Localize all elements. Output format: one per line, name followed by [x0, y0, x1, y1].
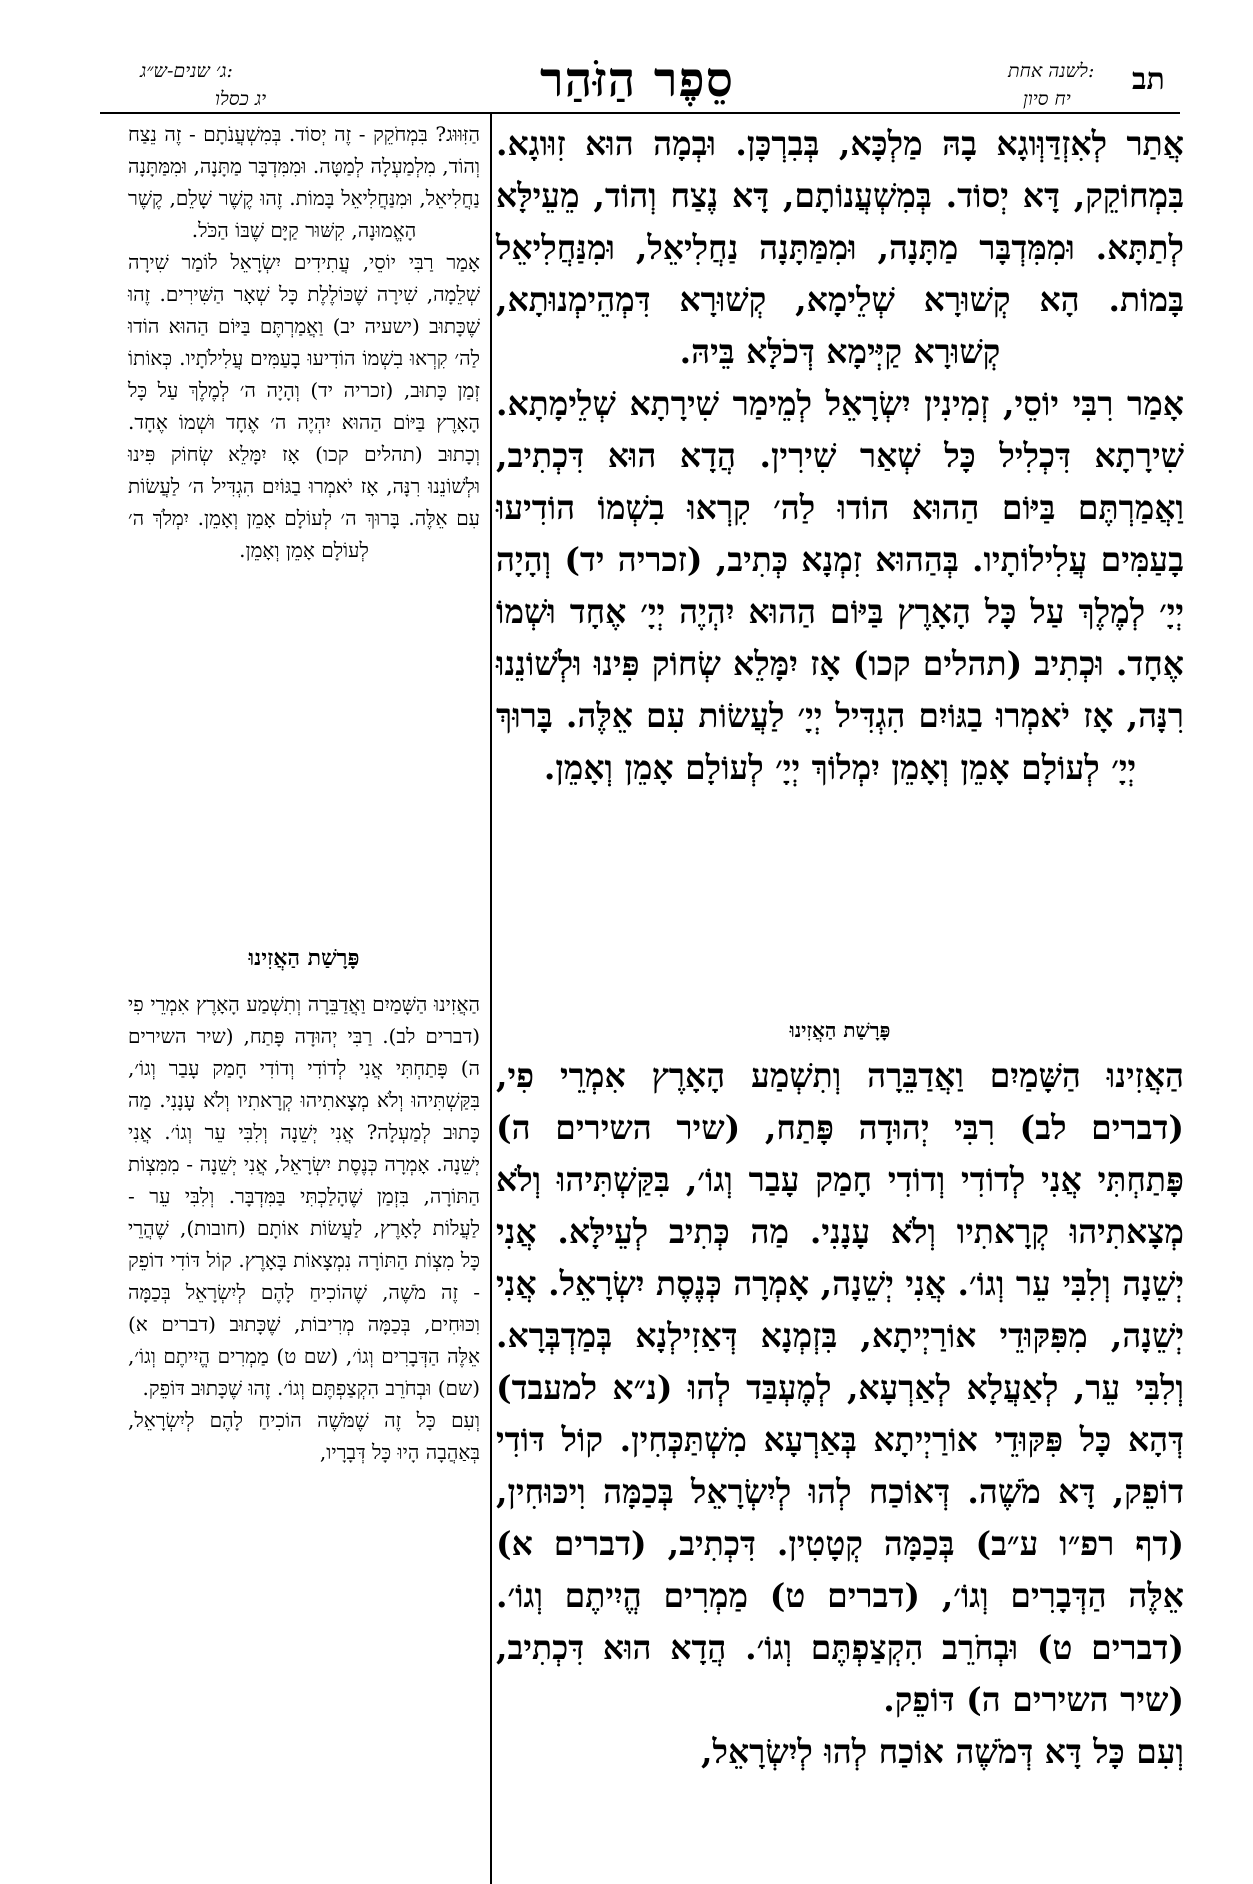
aramaic-column-bottom — [496, 1050, 1184, 1778]
study-date-three-years: יג כסלו — [215, 88, 267, 110]
page-number: תב — [1132, 62, 1165, 97]
aramaic-column-top — [496, 118, 1184, 794]
hebrew-column-bottom — [128, 988, 480, 1468]
aramaic-paragraph: וְעִם כָּל דָּא דְּמֹשֶׁה אוֹכַח לְהוּ לְיִשְׂרָאֵל, — [701, 1732, 1184, 1771]
study-schedule-one-year: לשנה אחת: — [1008, 60, 1095, 82]
study-date-one-year: יח סיון — [1023, 88, 1071, 110]
hebrew-paragraph: וְעִם כָּל זֶה שֶׁמֹּשֶׁה הוֹכִיחַ לָהֶם לְיִשְׂרָאֵל, בְּאַהֲבָה הָיוּ כָּל דְּבָרָיו, — [128, 1408, 480, 1464]
hebrew-paragraph: הַזִּוּוּג? בִּמְחֹקֵק - זֶה יְסוֹד. בְּמִשְׁעֲנֹתָם - זֶה נֵצַח וְהוֹד, מִלְמַעְלָה לְמַטָּה. וּמִמִּדְבָּר מַתָּנָה, וּמִמַּתָּנָה נַחֲלִיאֵל, וּמִנַּחֲלִיאֵל בָּמוֹת. זֶהוּ קֶשֶׁר שָׁלֵם, קֶשֶׁר הָאֱמוּנָה, קִשּׁוּר קַיָּם שֶׁבּוֹ הַכֹּל. — [128, 122, 480, 242]
column-divider — [490, 114, 492, 1884]
header-rule — [100, 112, 1180, 114]
parasha-title-aramaic: פָּרָשַׁת הַאֲזִינוּ — [789, 1018, 891, 1042]
study-schedule-three-years: ג׳ שנים-ש״ג: — [140, 60, 233, 82]
aramaic-paragraph: הַאֲזִינוּ הַשָּׁמַיִם וַאֲדַבֵּרָה וְתִשְׁמַע הָאָרֶץ אִמְרֵי פִי, (דברים לב) רִבִּי יְהוּדָה פָּתַח, (שיר השירים ה) פָּתַחְתִּי אֲנִי לְדוֹדִי וְדוֹדִי חָמַק עָבַר וְגוֹ׳, בִּקַּשְׁתִּיהוּ וְלֹא מְצָאתִיהוּ קְרָאתִיו וְלֹא עָנָנִי. מַה כְּתִיב לְעֵילָּא. אֲנִי יְשֵׁנָה וְלִבִּי עֵר וְגוֹ׳. אֲנִי יְשֵׁנָה, אָמְרָה כְּנֶסֶת יִשְׂרָאֵל. אֲנִי יְשֵׁנָה, מִפִּקּוּדֵי אוֹרַיְיתָא, בִּזְמְנָא דְּאַזִילְנָא בְּמַדְבְּרָא. וְלִבִּי עֵר, לְאַעֲלָא לְאַרְעָא, לְמֶעְבַּד לְהוּ (נ״א למעבד) דְּהָא כָּל פִּקּוּדֵי אוֹרַיְיתָא בְּאַרְעָא מִשְׁתַּכְּחִין. קוֹל דּוֹדִי דוֹפֵק, דָּא מֹשֶׁה. דְּאוֹכַח לְהוּ לְיִשְׂרָאֵל בְּכַמָּה וִיכּוּחִין, (דף רפ״ו ע״ב) בְּכַמָּה קְטָטִין. דִּכְתִיב, (דברים א) אֵלֶּה הַדְּבָרִים וְגוֹ׳, (דברים ט) מַמְרִים הֱיִיתֶם וְגוֹ׳. (דברים ט) וּבְחֹרֵב הִקְצַפְתֶּם וְגוֹ׳. הֲדָא הוּא דִּכְתִיב, (שיר השירים ה) דּוֹפֵק. — [496, 1056, 1184, 1719]
hebrew-paragraph: הַאֲזִינוּ הַשָּׁמַיִם וַאֲדַבֵּרָה וְתִשְׁמַע הָאָרֶץ אִמְרֵי פִי (דברים לב). רַבִּי יְהוּדָה פָּתַח, (שיר השירים ה) פָּתַחְתִּי אֲנִי לְדוֹדִי וְדוֹדִי חָמַק עָבַר וְגוֹ׳, בִּקַּשְׁתִּיהוּ וְלֹא מְצָאתִיהוּ קְרָאתִיו וְלֹא עָנָנִי. מַה כָּתוּב לְמַעְלָה? אֲנִי יְשֵׁנָה וְלִבִּי עֵר וְגוֹ׳. אֲנִי יְשֵׁנָה. אָמְרָה כְּנֶסֶת יִשְׂרָאֵל, אֲנִי יְשֵׁנָה - מִמִּצְוֹת הַתּוֹרָה, בִּזְמַן שֶׁהָלַכְתִּי בַּמִּדְבָּר. וְלִבִּי עֵר - לַעֲלוֹת לָאָרֶץ, לַעֲשׂוֹת אוֹתָם (חובות), שֶׁהֲרֵי כָּל מִצְוֹת הַתּוֹרָה נִמְצָאוֹת בָּאָרֶץ. קוֹל דּוֹדִי דוֹפֵק - זֶה מֹשֶׁה, שֶׁהוֹכִיחַ לָהֶם לְיִשְׂרָאֵל בְּכַמָּה וִכּוּחִים, בְּכַמָּה מְרִיבוֹת, שֶׁכָּתוּב (דברים א) אֵלֶּה הַדְּבָרִים וְגוֹ׳, (שם ט) מַמְרִים הֱיִיתֶם וְגוֹ׳, (שם) וּבְחֹרֵב הִקְצַפְתֶּם וְגוֹ׳. זֶהוּ שֶׁכָּתוּב דּוֹפֵק. — [128, 992, 480, 1400]
aramaic-paragraph: אֲתַר לְאִזְדַּוְּוגָא בָהּ מַלְכָּא, בְּבִרְכָּן. וּבְמָה הוּא זִוּוגָא. בִּמְחוֹקֵק, דָּא יְסוֹד. בְּמִשְׁעֲנוֹתָם, דָּא נֶצַח וְהוֹד, מֵעֵילָּא לְתַתָּא. וּמִמִּדְבָּר מַתָּנָה, וּמִמַּתָּנָה נַחֲלִיאֵל, וּמִנַּחֲלִיאֵל בָּמוֹת. הָא קְשׁוּרָא שְׁלֵימָא, קְשׁוּרָא דִּמְהֵימְנוּתָא, קְשׁוּרָא קַיְּימָא דְּכֹלָּא בֵּיהּ. — [496, 124, 1184, 371]
book-title: סֵפֶר הַזֹּהַר — [540, 52, 734, 108]
hebrew-column-top — [128, 118, 480, 566]
aramaic-paragraph: אָמַר רִבִּי יוֹסֵי, זְמִינִין יִשְׂרָאֵל לְמֵימַר שִׁירָתָא שְׁלֵימָתָא. שִׁירָתָא דִּכְלִיל כָּל שְׁאַר שִׁירִין. הֲדָא הוּא דִּכְתִיב, וַאֲמַרְתֶּם בַּיּוֹם הַהוּא הוֹדוּ לַה׳ קִרְאוּ בִשְׁמוֹ הוֹדִיעוּ בָעַמִּים עֲלִילוֹתָיו. בְּהַהוּא זִמְנָא כְּתִיב, (זכריה יד) וְהָיָה יְיָ׳ לְמֶלֶךְ עַל כָּל הָאָרֶץ בַּיּוֹם הַהוּא יִהְיֶה יְיָ׳ אֶחָד וּשְׁמוֹ אֶחָד. וּכְתִיב (תהלים קכו) אָז יִמָּלֵא שְׂחוֹק פִּינוּ וּלְשׁוֹנֵנוּ רִנָּה, אָז יֹאמְרוּ בַגּוֹיִם הִגְדִּיל יְיָ׳ לַעֲשׂוֹת עִם אֵלֶּה. בָּרוּךְ יְיָ׳ לְעוֹלָם אָמֵן וְאָמֵן יִמְלוֹךְ יְיָ׳ לְעוֹלָם אָמֵן וְאָמֵן. — [496, 384, 1184, 787]
hebrew-paragraph: אָמַר רַבִּי יוֹסֵי, עֲתִידִים יִשְׂרָאֵל לוֹמַר שִׁירָה שְׁלֵמָה, שִׁירָה שֶׁכּוֹלֶלֶת כָּל שְׁאָר הַשִּׁירִים. זֶהוּ שֶׁכָּתוּב (ישעיה יב) וַאֲמַרְתֶּם בַּיּוֹם הַהוּא הוֹדוּ לַה׳ קִרְאוּ בִשְׁמוֹ הוֹדִיעוּ בָעַמִּים עֲלִילֹתָיו. כְּאוֹתוֹ זְמַן כָּתוּב, (זכריה יד) וְהָיָה ה׳ לְמֶלֶךְ עַל כָּל הָאָרֶץ בַּיּוֹם הַהוּא יִהְיֶה ה׳ אֶחָד וּשְׁמוֹ אֶחָד. וְכָתוּב (תהלים קכו) אָז יִמָּלֵא שְׂחוֹק פִּינוּ וּלְשׁוֹנֵנוּ רִנָּה, אָז יֹאמְרוּ בַגּוֹיִם הִגְדִּיל ה׳ לַעֲשׂוֹת עִם אֵלֶּה. בָּרוּךְ ה׳ לְעוֹלָם אָמֵן וְאָמֵן. יִמְלֹךְ ה׳ לְעוֹלָם אָמֵן וְאָמֵן. — [128, 250, 480, 562]
parasha-title-hebrew: פָּרָשַׁת הַאֲזִינוּ — [248, 945, 360, 971]
